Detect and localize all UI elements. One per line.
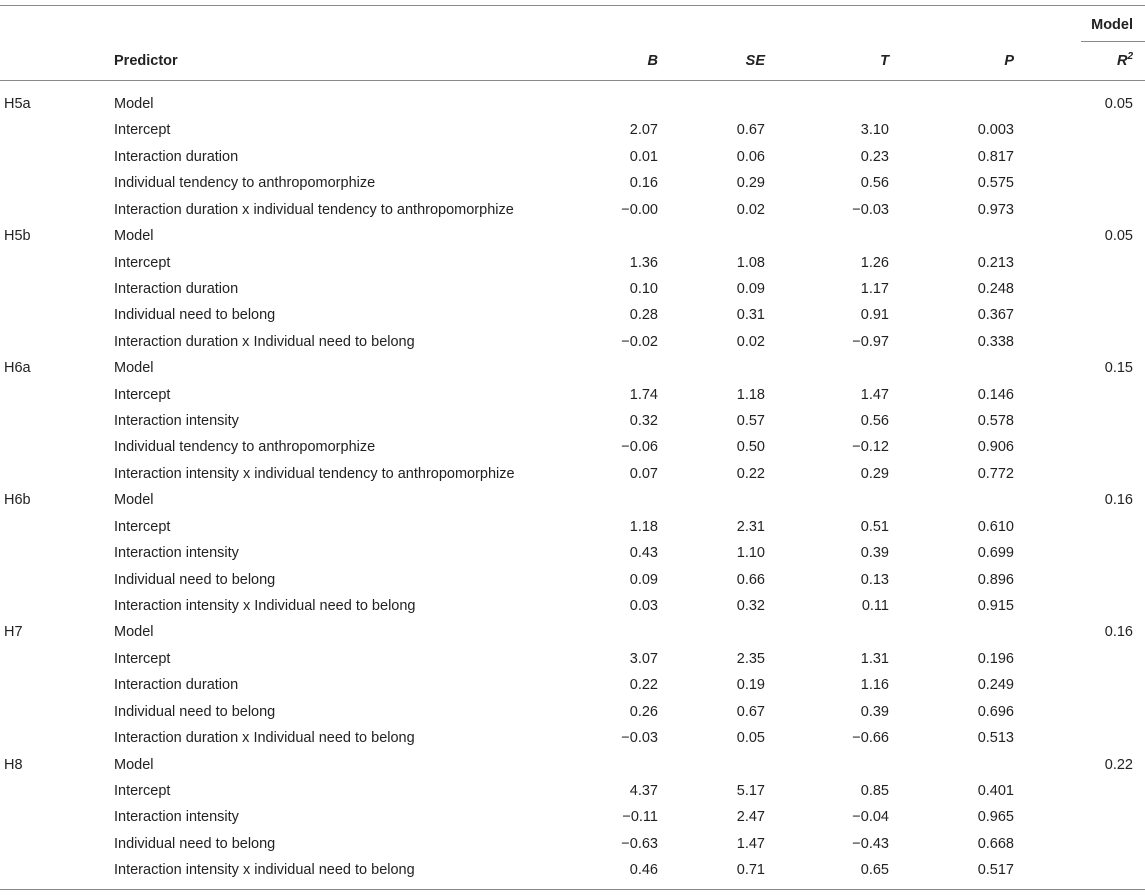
predictor-cell: Individual need to belong xyxy=(114,836,276,852)
b-cell: 1.74 xyxy=(629,387,658,403)
r2-label: R xyxy=(1116,53,1128,69)
table-row xyxy=(0,518,1145,544)
b-cell: 0.01 xyxy=(629,149,658,165)
b-cell: 0.09 xyxy=(629,572,658,588)
predictor-cell: Interaction duration xyxy=(114,677,239,693)
table-row xyxy=(0,333,1145,359)
se-cell: 5.17 xyxy=(736,783,765,799)
r2-superscript: 2 xyxy=(1127,51,1133,63)
p-cell: 0.668 xyxy=(977,836,1014,852)
t-cell: 0.29 xyxy=(860,466,889,482)
se-cell: 2.31 xyxy=(736,519,765,535)
predictor-cell: Model xyxy=(114,360,154,376)
r2-cell: 0.05 xyxy=(1104,228,1133,244)
predictor-cell: Individual need to belong xyxy=(114,307,276,323)
predictor-cell: Model xyxy=(114,96,154,112)
table-row xyxy=(0,174,1145,200)
r2-cell: 0.15 xyxy=(1104,360,1133,376)
p-cell: 0.003 xyxy=(977,122,1014,138)
se-cell: 0.02 xyxy=(736,202,765,218)
t-cell: 0.56 xyxy=(860,413,889,429)
p-cell: 0.699 xyxy=(977,545,1014,561)
t-cell: 0.11 xyxy=(861,598,889,614)
predictor-cell: Model xyxy=(114,228,154,244)
table-row xyxy=(0,306,1145,332)
t-cell: 0.51 xyxy=(860,519,889,535)
predictor-cell: Intercept xyxy=(114,387,171,403)
b-cell: 0.07 xyxy=(629,466,658,482)
predictor-cell: Individual need to belong xyxy=(114,704,276,720)
se-cell: 0.66 xyxy=(736,572,765,588)
b-cell: −0.11 xyxy=(622,809,658,825)
b-cell: −0.63 xyxy=(621,836,658,852)
p-cell: 0.896 xyxy=(977,572,1014,588)
table-row xyxy=(0,835,1145,861)
table-row xyxy=(0,808,1145,834)
se-cell: 1.08 xyxy=(736,255,765,271)
predictor-cell: Interaction intensity xyxy=(114,545,239,561)
table-row xyxy=(0,148,1145,174)
se-header: SE xyxy=(745,53,765,69)
se-cell: 0.32 xyxy=(736,598,765,614)
predictor-cell: Individual tendency to anthropomorphize xyxy=(114,439,376,455)
predictor-cell: Interaction duration x Individual need to belong xyxy=(114,730,415,746)
t-cell: −0.97 xyxy=(852,334,889,350)
t-cell: 0.39 xyxy=(860,545,889,561)
p-cell: 0.517 xyxy=(977,862,1014,878)
hypothesis-cell: H6b xyxy=(4,492,31,508)
se-cell: 0.06 xyxy=(736,149,765,165)
se-cell: 2.47 xyxy=(736,809,765,825)
predictor-cell: Interaction intensity x individual tendency to anthropomorphize xyxy=(114,466,515,482)
predictor-cell: Interaction intensity xyxy=(114,809,239,825)
predictor-cell: Intercept xyxy=(114,651,171,667)
predictor-cell: Model xyxy=(114,492,154,508)
table-row xyxy=(0,861,1145,887)
t-cell: −0.03 xyxy=(852,202,889,218)
predictor-cell: Intercept xyxy=(114,255,171,271)
r2-cell: 0.16 xyxy=(1104,492,1133,508)
p-cell: 0.696 xyxy=(977,704,1014,720)
se-cell: 0.02 xyxy=(736,334,765,350)
p-cell: 0.338 xyxy=(977,334,1014,350)
b-cell: 0.46 xyxy=(629,862,658,878)
table-row xyxy=(0,121,1145,147)
p-cell: 0.146 xyxy=(977,387,1014,403)
hypothesis-cell: H6a xyxy=(4,360,31,376)
se-cell: 0.67 xyxy=(736,122,765,138)
table-row xyxy=(0,465,1145,491)
table-row xyxy=(0,729,1145,755)
predictor-header: Predictor xyxy=(114,53,178,69)
p-cell: 0.973 xyxy=(977,202,1014,218)
p-cell: 0.915 xyxy=(977,598,1014,614)
p-cell: 0.248 xyxy=(977,281,1014,297)
se-cell: 0.09 xyxy=(736,281,765,297)
table-row xyxy=(0,201,1145,227)
t-cell: 3.10 xyxy=(860,122,889,138)
se-cell: 0.05 xyxy=(736,730,765,746)
t-cell: 1.26 xyxy=(860,255,889,271)
se-cell: 0.50 xyxy=(736,439,765,455)
se-cell: 0.71 xyxy=(736,862,765,878)
se-cell: 0.57 xyxy=(736,413,765,429)
predictor-cell: Interaction duration xyxy=(114,149,239,165)
table-row xyxy=(0,227,1145,253)
predictor-cell: Interaction intensity x individual need to belong xyxy=(114,862,415,878)
t-cell: 0.65 xyxy=(860,862,889,878)
t-cell: 0.91 xyxy=(860,307,889,323)
predictor-cell: Interaction duration xyxy=(114,281,239,297)
b-cell: 0.03 xyxy=(629,598,658,614)
p-cell: 0.213 xyxy=(977,255,1014,271)
p-cell: 0.817 xyxy=(977,149,1014,165)
se-cell: 0.67 xyxy=(736,704,765,720)
table-row xyxy=(0,438,1145,464)
b-cell: 0.28 xyxy=(629,307,658,323)
table-row xyxy=(0,597,1145,623)
t-cell: 0.39 xyxy=(860,704,889,720)
t-cell: 1.47 xyxy=(860,387,889,403)
r2-cell: 0.05 xyxy=(1104,96,1133,112)
b-cell: 2.07 xyxy=(629,122,658,138)
b-cell: −0.00 xyxy=(621,202,658,218)
t-cell: 1.16 xyxy=(860,677,889,693)
b-cell: 1.36 xyxy=(629,255,658,271)
r2-cell: 0.22 xyxy=(1104,757,1133,773)
table-row xyxy=(0,491,1145,517)
b-cell: 0.32 xyxy=(629,413,658,429)
predictor-cell: Interaction intensity xyxy=(114,413,239,429)
se-cell: 1.10 xyxy=(736,545,765,561)
p-header: P xyxy=(1004,53,1014,69)
se-cell: 1.18 xyxy=(736,387,765,403)
hypothesis-cell: H8 xyxy=(4,757,23,773)
p-cell: 0.249 xyxy=(977,677,1014,693)
table-row xyxy=(0,544,1145,570)
predictor-cell: Intercept xyxy=(114,783,171,799)
se-cell: 0.22 xyxy=(736,466,765,482)
b-cell: 0.16 xyxy=(629,175,658,191)
header-rule xyxy=(0,80,1145,81)
b-cell: 0.22 xyxy=(629,677,658,693)
model-group-header: Model xyxy=(1091,17,1133,33)
b-cell: −0.06 xyxy=(621,439,658,455)
predictor-cell: Interaction duration x individual tendency to anthropomorphize xyxy=(114,202,514,218)
table-row xyxy=(0,756,1145,782)
predictor-cell: Individual tendency to anthropomorphize xyxy=(114,175,376,191)
predictor-cell: Model xyxy=(114,624,154,640)
t-cell: −0.12 xyxy=(852,439,889,455)
table-row xyxy=(0,359,1145,385)
table-row xyxy=(0,623,1145,649)
p-cell: 0.513 xyxy=(977,730,1014,746)
p-cell: 0.772 xyxy=(977,466,1014,482)
table-row xyxy=(0,650,1145,676)
se-cell: 0.31 xyxy=(736,307,765,323)
b-cell: 0.10 xyxy=(629,281,658,297)
table-row xyxy=(0,95,1145,121)
hypothesis-cell: H7 xyxy=(4,624,23,640)
predictor-cell: Model xyxy=(114,757,154,773)
t-cell: −0.66 xyxy=(852,730,889,746)
table-row xyxy=(0,280,1145,306)
table-row xyxy=(0,676,1145,702)
p-cell: 0.610 xyxy=(977,519,1014,535)
p-cell: 0.196 xyxy=(977,651,1014,667)
t-cell: 0.23 xyxy=(860,149,889,165)
p-cell: 0.575 xyxy=(977,175,1014,191)
t-cell: −0.04 xyxy=(852,809,889,825)
table-row xyxy=(0,703,1145,729)
p-cell: 0.401 xyxy=(977,783,1014,799)
t-cell: 1.31 xyxy=(860,651,889,667)
hypothesis-cell: H5b xyxy=(4,228,31,244)
b-header: B xyxy=(647,53,658,69)
se-cell: 0.19 xyxy=(736,677,765,693)
model-group-rule xyxy=(1081,41,1145,42)
t-cell: 0.56 xyxy=(860,175,889,191)
t-header: T xyxy=(880,53,889,69)
table-bottom-rule xyxy=(0,889,1145,890)
table-top-rule xyxy=(0,5,1145,6)
predictor-cell: Interaction intensity x Individual need to belong xyxy=(114,598,416,614)
b-cell: −0.02 xyxy=(621,334,658,350)
se-cell: 0.29 xyxy=(736,175,765,191)
p-cell: 0.965 xyxy=(977,809,1014,825)
t-cell: 0.13 xyxy=(860,572,889,588)
predictor-cell: Intercept xyxy=(114,122,171,138)
b-cell: 0.26 xyxy=(629,704,658,720)
predictor-cell: Intercept xyxy=(114,519,171,535)
p-cell: 0.367 xyxy=(977,307,1014,323)
p-cell: 0.578 xyxy=(977,413,1014,429)
table-row xyxy=(0,254,1145,280)
hypothesis-cell: H5a xyxy=(4,96,31,112)
se-cell: 1.47 xyxy=(736,836,765,852)
r2-cell: 0.16 xyxy=(1104,624,1133,640)
table-row xyxy=(0,782,1145,808)
b-cell: 1.18 xyxy=(629,519,658,535)
b-cell: 3.07 xyxy=(629,651,658,667)
r2-header xyxy=(1117,52,1133,70)
table-row xyxy=(0,571,1145,597)
b-cell: −0.03 xyxy=(621,730,658,746)
se-cell: 2.35 xyxy=(736,651,765,667)
predictor-cell: Individual need to belong xyxy=(114,572,276,588)
predictor-cell: Interaction duration x Individual need to belong xyxy=(114,334,415,350)
t-cell: −0.43 xyxy=(852,836,889,852)
table-row xyxy=(0,412,1145,438)
t-cell: 0.85 xyxy=(860,783,889,799)
t-cell: 1.17 xyxy=(860,281,889,297)
table-row xyxy=(0,386,1145,412)
b-cell: 0.43 xyxy=(629,545,658,561)
b-cell: 4.37 xyxy=(629,783,658,799)
p-cell: 0.906 xyxy=(977,439,1014,455)
